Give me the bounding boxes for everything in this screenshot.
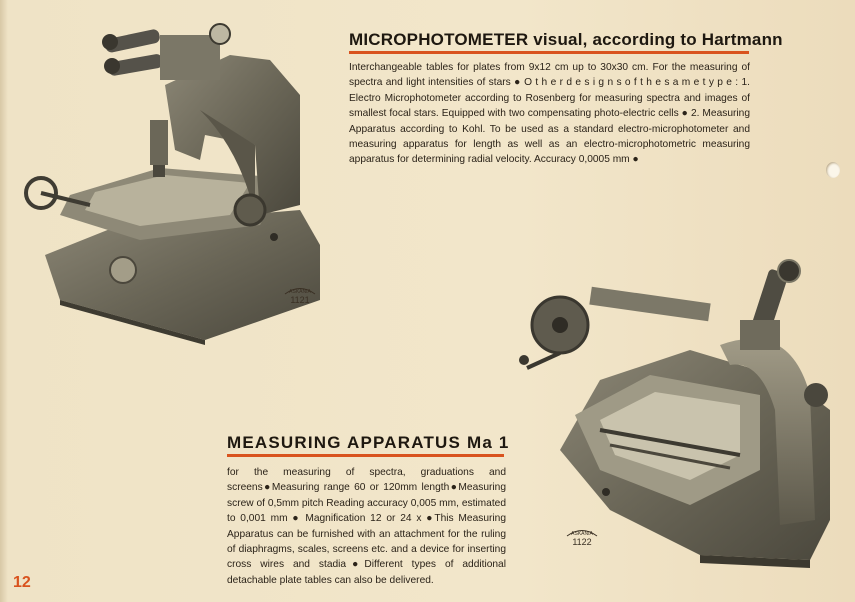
microphotometer-description: Interchangeable tables for plates from 9x12 cm up to 30x30 cm. For the measuring of spectra and light intensities of stars ● O t h e r d e s i g n s o f t h e s a m e t y p e : 1. Electro Microphotometer according to Rosenberg for measuring spectra and images of smallest focal stars. Equipped with two compensating photo-electric cells ● 2. Measuring Apparatus according to Kohl. To be used as a standard electro-microphotometer and measuring apparatus for length as well as an electro-microphotometric measuring apparatus for determining radial velocity. Accuracy 0,0005 mm ●	[349, 62, 750, 166]
measuring-apparatus-title: MEASURING APPARATUS Ma 1	[227, 433, 510, 452]
svg-text:ASKANIA: ASKANIA	[571, 531, 593, 537]
microphotometer-image	[26, 24, 320, 345]
figure-number-1121: 1121	[290, 295, 310, 305]
askania-logo	[283, 285, 317, 295]
title-underline	[227, 454, 504, 457]
measuring-apparatus-description: for the measuring of spectra, graduations and screens●Measuring range 60 or 120mm length●Measuring screw of 0,5mm pitch Reading accuracy 0,005 mm, estimated to 0,001 mm ● Magnification 12 or 24 x ●This Measuring Apparatus can be furnished with an attachment for the ruling of diaphragms, scales, screens etc. and a device for inserting cross wires and stadia●Different types of additional detachable plate tables can also be delivered.	[227, 467, 506, 586]
svg-text:ASKANIA: ASKANIA	[289, 289, 311, 295]
figure-number-1122: 1122	[572, 537, 592, 547]
measuring-apparatus-image	[519, 260, 830, 568]
title-underline	[349, 51, 749, 54]
figure-label-1121	[283, 285, 317, 305]
page-number: 12	[13, 574, 31, 591]
microphotometer-title: MICROPHOTOMETER visual, according to Hartmann	[349, 30, 783, 49]
askania-logo	[565, 527, 599, 537]
figure-label-1122	[565, 527, 599, 547]
